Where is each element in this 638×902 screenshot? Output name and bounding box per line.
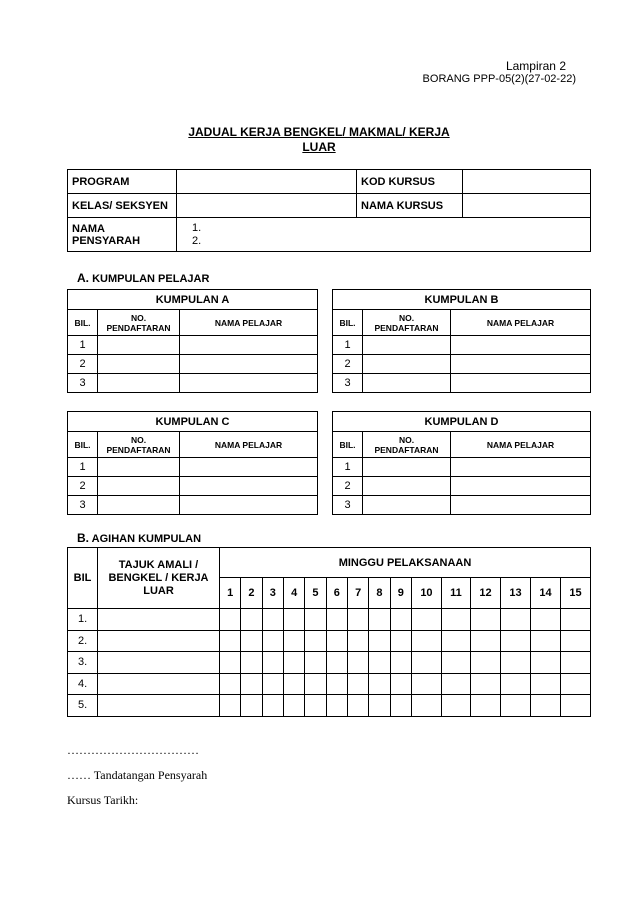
- nama-pelajar-cell[interactable]: [451, 477, 591, 496]
- no-pendaftaran-cell[interactable]: [98, 374, 180, 393]
- nama-pelajar-cell[interactable]: [180, 458, 318, 477]
- kelas-label: KELAS/ SEKSYEN: [68, 194, 177, 218]
- week-cell[interactable]: [560, 609, 590, 631]
- title-line-1: JADUAL KERJA BENGKEL/ MAKMAL/ KERJA: [188, 125, 450, 139]
- week-cell[interactable]: [530, 609, 560, 631]
- nama-pelajar-cell[interactable]: [180, 355, 318, 374]
- table-row: [68, 458, 318, 477]
- no-pendaftaran-cell[interactable]: [363, 458, 451, 477]
- week-header: 5: [305, 578, 326, 609]
- title-line-2: LUAR: [302, 140, 336, 154]
- row-number: 2.: [68, 630, 98, 652]
- week-cell[interactable]: [305, 695, 326, 717]
- week-cell[interactable]: [411, 652, 441, 674]
- week-cell[interactable]: [220, 630, 241, 652]
- nama-pelajar-cell[interactable]: [451, 336, 591, 355]
- section-a-heading: [77, 271, 209, 285]
- nama-pensyarah-field[interactable]: [177, 218, 591, 252]
- week-cell[interactable]: [471, 673, 501, 695]
- week-cell[interactable]: [369, 695, 390, 717]
- tajuk-cell[interactable]: [98, 652, 220, 674]
- section-b-heading: [77, 531, 201, 545]
- table-row: [68, 652, 591, 674]
- table-row: [68, 673, 591, 695]
- no-pendaftaran-cell[interactable]: [363, 496, 451, 515]
- week-header: 8: [369, 578, 390, 609]
- program-label: PROGRAM: [68, 170, 177, 194]
- week-cell[interactable]: [347, 673, 368, 695]
- week-header: 2: [241, 578, 262, 609]
- col-no-pendaftaran: NO. PENDAFTARAN: [363, 310, 451, 336]
- week-cell[interactable]: [530, 630, 560, 652]
- row-number: 2: [333, 477, 363, 496]
- nama-pelajar-cell[interactable]: [180, 496, 318, 515]
- nama-pelajar-cell[interactable]: [451, 374, 591, 393]
- row-number: 4.: [68, 673, 98, 695]
- no-pendaftaran-cell[interactable]: [98, 496, 180, 515]
- week-cell[interactable]: [560, 652, 590, 674]
- program-field[interactable]: [177, 170, 357, 194]
- week-header: 14: [530, 578, 560, 609]
- week-cell[interactable]: [501, 695, 531, 717]
- week-header: 7: [347, 578, 368, 609]
- tajuk-cell[interactable]: [98, 673, 220, 695]
- week-cell[interactable]: [501, 652, 531, 674]
- week-cell[interactable]: [411, 609, 441, 631]
- week-header: 9: [390, 578, 411, 609]
- week-cell[interactable]: [326, 673, 347, 695]
- week-cell[interactable]: [471, 609, 501, 631]
- group-title: KUMPULAN C: [68, 412, 318, 432]
- week-cell[interactable]: [441, 630, 470, 652]
- table-row: [68, 609, 591, 631]
- week-cell[interactable]: [262, 673, 283, 695]
- week-cell[interactable]: [347, 630, 368, 652]
- week-cell[interactable]: [501, 673, 531, 695]
- pensyarah-1: 1.: [192, 221, 202, 234]
- row-number: 3.: [68, 652, 98, 674]
- col-bil: BIL.: [333, 310, 363, 336]
- nama-kursus-label: NAMA KURSUS: [357, 194, 463, 218]
- col-minggu: MINGGU PELAKSANAAN: [220, 548, 591, 578]
- week-cell[interactable]: [305, 652, 326, 674]
- week-cell[interactable]: [220, 673, 241, 695]
- week-cell[interactable]: [390, 673, 411, 695]
- week-cell[interactable]: [326, 652, 347, 674]
- kursus-tarikh-label: Kursus Tarikh:: [67, 793, 139, 807]
- week-cell[interactable]: [220, 609, 241, 631]
- week-cell[interactable]: [262, 609, 283, 631]
- group-title: KUMPULAN D: [333, 412, 591, 432]
- week-cell[interactable]: [283, 630, 304, 652]
- week-cell[interactable]: [441, 695, 470, 717]
- tajuk-cell[interactable]: [98, 630, 220, 652]
- nama-kursus-field[interactable]: [463, 194, 591, 218]
- borang-code: BORANG PPP-05(2)(27-02-22): [422, 73, 576, 85]
- signature-label: …… Tandatangan Pensyarah: [67, 768, 208, 782]
- week-cell[interactable]: [262, 652, 283, 674]
- table-row: [333, 355, 591, 374]
- week-cell[interactable]: [530, 695, 560, 717]
- week-cell[interactable]: [241, 695, 262, 717]
- table-row: [68, 355, 318, 374]
- week-cell[interactable]: [390, 652, 411, 674]
- week-cell[interactable]: [390, 630, 411, 652]
- week-cell[interactable]: [560, 673, 590, 695]
- week-cell[interactable]: [471, 695, 501, 717]
- nama-pelajar-cell[interactable]: [180, 336, 318, 355]
- week-cell[interactable]: [241, 609, 262, 631]
- table-row: [333, 458, 591, 477]
- col-nama-pelajar: NAMA PELAJAR: [180, 310, 318, 336]
- row-number: 3: [333, 374, 363, 393]
- no-pendaftaran-cell[interactable]: [363, 355, 451, 374]
- row-number: 3: [68, 496, 98, 515]
- info-table: [67, 169, 591, 252]
- section-b-title: AGIHAN KUMPULAN: [91, 533, 202, 545]
- week-header: 1: [220, 578, 241, 609]
- nama-pelajar-cell[interactable]: [451, 496, 591, 515]
- row-number: 1: [333, 458, 363, 477]
- week-cell[interactable]: [501, 630, 531, 652]
- week-cell[interactable]: [283, 695, 304, 717]
- week-cell[interactable]: [241, 673, 262, 695]
- week-header: 10: [411, 578, 441, 609]
- week-cell[interactable]: [326, 609, 347, 631]
- table-row: [68, 336, 318, 355]
- week-cell[interactable]: [326, 630, 347, 652]
- week-cell[interactable]: [530, 652, 560, 674]
- week-cell[interactable]: [369, 652, 390, 674]
- col-bil: BIL.: [333, 432, 363, 458]
- week-cell[interactable]: [305, 673, 326, 695]
- col-bil: BIL.: [68, 310, 98, 336]
- section-a-letter: A.: [77, 271, 89, 285]
- week-header: 15: [560, 578, 590, 609]
- week-header: 3: [262, 578, 283, 609]
- no-pendaftaran-cell[interactable]: [363, 374, 451, 393]
- week-cell[interactable]: [560, 630, 590, 652]
- week-header: 11: [441, 578, 470, 609]
- week-cell[interactable]: [241, 630, 262, 652]
- row-number: 2: [68, 477, 98, 496]
- col-no-pendaftaran: NO. PENDAFTARAN: [98, 310, 180, 336]
- group-table-c: [67, 411, 318, 515]
- week-cell[interactable]: [241, 652, 262, 674]
- week-cell[interactable]: [347, 652, 368, 674]
- tajuk-cell[interactable]: [98, 695, 220, 717]
- week-cell[interactable]: [530, 673, 560, 695]
- week-cell[interactable]: [411, 673, 441, 695]
- week-cell[interactable]: [471, 652, 501, 674]
- row-number: 5.: [68, 695, 98, 717]
- signature-dots: ……………………………: [67, 743, 199, 757]
- table-row: [333, 477, 591, 496]
- week-cell[interactable]: [471, 630, 501, 652]
- week-cell[interactable]: [305, 609, 326, 631]
- col-nama-pelajar: NAMA PELAJAR: [451, 432, 591, 458]
- table-row: [68, 695, 591, 717]
- group-table-a: [67, 289, 318, 393]
- row-number: 1.: [68, 609, 98, 631]
- col-tajuk: TAJUK AMALI / BENGKEL / KERJA LUAR: [98, 548, 220, 609]
- row-number: 2: [68, 355, 98, 374]
- kod-kursus-label: KOD KURSUS: [357, 170, 463, 194]
- week-cell[interactable]: [326, 695, 347, 717]
- week-cell[interactable]: [283, 673, 304, 695]
- no-pendaftaran-cell[interactable]: [363, 336, 451, 355]
- week-cell[interactable]: [220, 652, 241, 674]
- section-a-title: KUMPULAN PELAJAR: [92, 273, 210, 285]
- kelas-field[interactable]: [177, 194, 357, 218]
- tajuk-cell[interactable]: [98, 609, 220, 631]
- week-cell[interactable]: [305, 630, 326, 652]
- group-title: KUMPULAN B: [333, 290, 591, 310]
- week-cell[interactable]: [411, 695, 441, 717]
- no-pendaftaran-cell[interactable]: [98, 336, 180, 355]
- week-header: 4: [283, 578, 304, 609]
- row-number: 1: [68, 458, 98, 477]
- week-cell[interactable]: [262, 695, 283, 717]
- group-table-b: [332, 289, 591, 393]
- week-header: 6: [326, 578, 347, 609]
- col-no-pendaftaran: NO. PENDAFTARAN: [363, 432, 451, 458]
- no-pendaftaran-cell[interactable]: [98, 355, 180, 374]
- week-cell[interactable]: [283, 609, 304, 631]
- table-row: [68, 374, 318, 393]
- table-row: [68, 477, 318, 496]
- table-row: [333, 336, 591, 355]
- row-number: 2: [333, 355, 363, 374]
- nama-pelajar-cell[interactable]: [451, 355, 591, 374]
- section-b-letter: B.: [77, 531, 89, 545]
- col-bil: BIL.: [68, 432, 98, 458]
- nama-pelajar-cell[interactable]: [451, 458, 591, 477]
- week-cell[interactable]: [411, 630, 441, 652]
- week-cell[interactable]: [347, 609, 368, 631]
- table-row: [333, 374, 591, 393]
- lampiran-label: Lampiran 2: [505, 59, 566, 73]
- nama-pensyarah-label: NAMA PENSYARAH: [68, 218, 177, 252]
- week-cell[interactable]: [369, 630, 390, 652]
- nama-pelajar-cell[interactable]: [180, 477, 318, 496]
- week-cell[interactable]: [390, 609, 411, 631]
- week-cell[interactable]: [283, 652, 304, 674]
- no-pendaftaran-cell[interactable]: [363, 477, 451, 496]
- row-number: 3: [333, 496, 363, 515]
- row-number: 1: [68, 336, 98, 355]
- table-row: [68, 496, 318, 515]
- week-cell[interactable]: [560, 695, 590, 717]
- week-cell[interactable]: [262, 630, 283, 652]
- col-no-pendaftaran: NO. PENDAFTARAN: [98, 432, 180, 458]
- week-cell[interactable]: [441, 609, 470, 631]
- page-title: [0, 125, 638, 155]
- week-cell[interactable]: [441, 652, 470, 674]
- week-header: 13: [501, 578, 531, 609]
- col-bil: BIL: [68, 548, 98, 609]
- nama-pelajar-cell[interactable]: [180, 374, 318, 393]
- week-header: 12: [471, 578, 501, 609]
- col-nama-pelajar: NAMA PELAJAR: [451, 310, 591, 336]
- group-table-d: [332, 411, 591, 515]
- agihan-table: [67, 547, 591, 717]
- row-number: 3: [68, 374, 98, 393]
- col-nama-pelajar: NAMA PELAJAR: [180, 432, 318, 458]
- week-cell[interactable]: [441, 673, 470, 695]
- week-cell[interactable]: [369, 673, 390, 695]
- row-number: 1: [333, 336, 363, 355]
- kod-kursus-field[interactable]: [463, 170, 591, 194]
- no-pendaftaran-cell[interactable]: [98, 458, 180, 477]
- no-pendaftaran-cell[interactable]: [98, 477, 180, 496]
- pensyarah-2: 2.: [192, 234, 202, 247]
- table-row: [68, 630, 591, 652]
- week-cell[interactable]: [347, 695, 368, 717]
- week-cell[interactable]: [501, 609, 531, 631]
- week-cell[interactable]: [220, 695, 241, 717]
- table-row: [333, 496, 591, 515]
- week-cell[interactable]: [369, 609, 390, 631]
- group-title: KUMPULAN A: [68, 290, 318, 310]
- week-cell[interactable]: [390, 695, 411, 717]
